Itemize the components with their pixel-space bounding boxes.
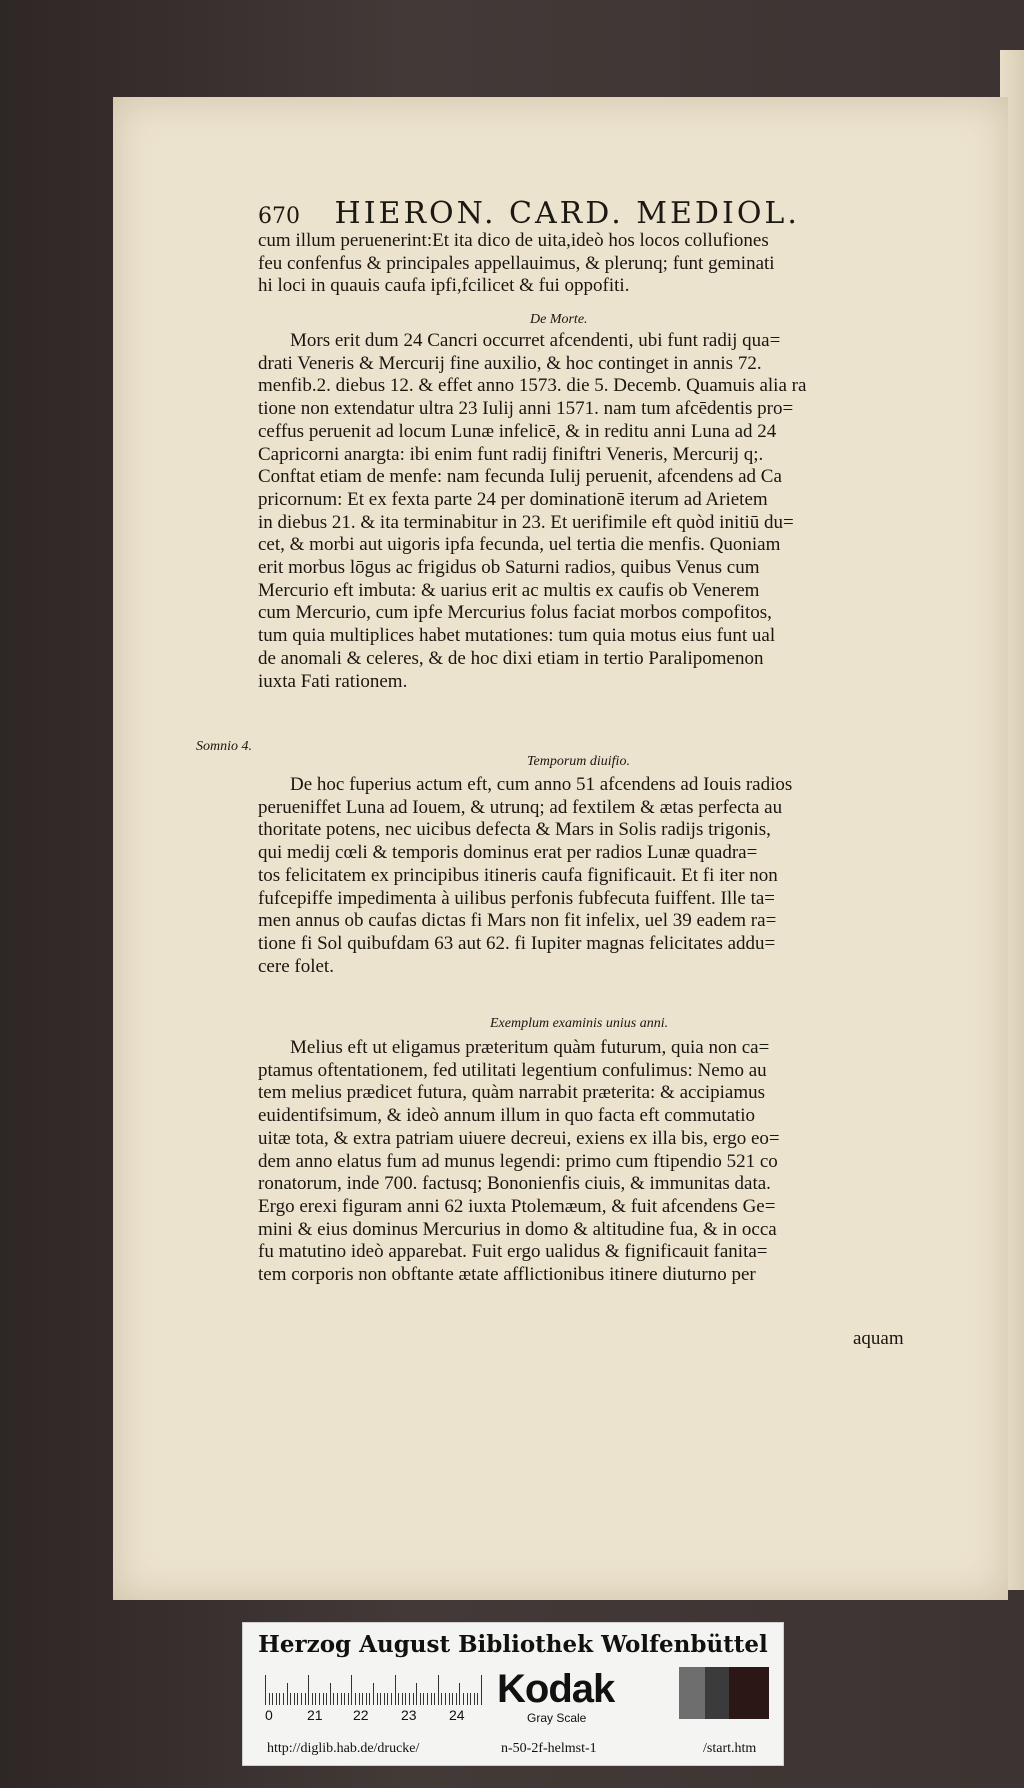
text-line: tem corporis non obftante ætate afflictionibus itinere diuturno per <box>258 1264 756 1286</box>
text-line: ptamus oftentationem, fed utilitati legentium confulimus: Nemo au <box>258 1059 767 1081</box>
ruler-number: 21 <box>307 1707 323 1723</box>
text-line: iuxta Fati rationem. <box>258 670 408 692</box>
text-line: mini & eius dominus Mercurius in domo & altitudine fua, & in occa <box>258 1218 777 1240</box>
ruler-tick <box>474 1693 475 1705</box>
ruler-tick <box>272 1693 273 1705</box>
text-line: De hoc fuperius actum eft, cum anno 51 afcendens ad Iouis radios <box>290 774 793 795</box>
ruler-tick <box>305 1693 306 1705</box>
text-block-3 <box>258 774 914 978</box>
gray-swatch <box>705 1667 729 1719</box>
ruler-tick <box>409 1693 410 1705</box>
gray-swatch <box>729 1667 769 1719</box>
url-part: n-50-2f-helmst-1 <box>501 1741 597 1756</box>
text-line: dem anno elatus fum ad munus legendi: primo cum ftipendio 521 co <box>258 1150 778 1172</box>
ruler-tick <box>377 1693 378 1705</box>
ruler-tick <box>427 1693 428 1705</box>
text-line: tem melius prædicet futura, quàm narrabit præterita: & accipiamus <box>258 1082 766 1104</box>
ruler-tick <box>434 1693 435 1705</box>
kodak-logo: Kodak <box>497 1667 615 1711</box>
ruler-tick <box>315 1693 316 1705</box>
ruler-tick <box>359 1693 360 1705</box>
ruler-tick <box>362 1693 363 1705</box>
ruler-tick <box>452 1693 453 1705</box>
ruler-tick <box>467 1693 468 1705</box>
ruler-tick <box>402 1693 403 1705</box>
ruler-tick <box>420 1693 421 1705</box>
text-line: cet, & morbi aut uigoris ipfa fecunda, uel tertia die menfis. Quoniam <box>258 534 781 556</box>
ruler-tick <box>387 1693 388 1705</box>
text-line: tum quia multiplices habet mutationes: tum quia motus eius funt ual <box>258 625 776 647</box>
ruler-tick <box>301 1693 302 1705</box>
url-part: /start.htm <box>703 1741 757 1756</box>
ruler-tick <box>431 1693 432 1705</box>
ruler-tick <box>438 1675 439 1705</box>
ruler-tick <box>294 1693 295 1705</box>
text-line: Capricorni anargta: ibi enim funt radij finiftri Veneris, Mercurij q;. <box>258 443 764 465</box>
running-title: HIERON. CARD. MEDIOL. <box>334 196 800 231</box>
ruler-tick <box>380 1693 381 1705</box>
calibration-card <box>242 1622 784 1766</box>
ruler-tick <box>323 1693 324 1705</box>
ruler-tick <box>337 1693 338 1705</box>
text-line: cum Mercurio, cum ipfe Mercurius folus faciat morbos compofitos, <box>258 602 772 624</box>
page-number: 670 <box>258 204 300 229</box>
ruler-tick <box>312 1693 313 1705</box>
ruler-tick <box>477 1693 478 1705</box>
text-line: pricornum: Et ex fexta parte 24 per dominationē iterum ad Arietem <box>258 488 768 510</box>
library-name: Herzog August Bibliothek Wolfenbüttel <box>258 1631 768 1658</box>
ruler-tick <box>283 1693 284 1705</box>
ruler-tick <box>459 1683 460 1705</box>
ruler-tick <box>445 1693 446 1705</box>
text-block-2 <box>258 330 914 693</box>
ruler-tick <box>395 1675 396 1705</box>
text-line: drati Veneris & Mercurij fine auxilio, & hoc continget in annis 72. <box>258 352 762 374</box>
ruler-number: 24 <box>449 1707 465 1723</box>
text-line: tos felicitatem ex principibus itineris caufa fignificauit. Et fi iter non <box>258 864 778 886</box>
ruler-tick <box>333 1693 334 1705</box>
ruler-tick <box>366 1693 367 1705</box>
section-heading-temporum: Temporum diuifio. <box>527 754 630 769</box>
ruler-tick <box>398 1693 399 1705</box>
ruler-tick <box>355 1693 356 1705</box>
ruler-tick <box>405 1693 406 1705</box>
gray-scale-label: Gray Scale <box>527 1711 587 1725</box>
text-line: de anomali & celeres, & de hoc dixi etiam in tertio Paralipomenon <box>258 647 764 669</box>
text-line: fu matutino ideò apparebat. Fuit ergo ualidus & fignificauit fanita= <box>258 1241 768 1263</box>
text-line: in diebus 21. & ita terminabitur in 23. Et uerifimile eft quòd initiū du= <box>258 511 794 533</box>
text-line: tione fi Sol quibufdam 63 aut 62. fi Iupiter magnas felicitates addu= <box>258 932 776 954</box>
ruler-tick <box>269 1693 270 1705</box>
text-line: Melius eft ut eligamus præteritum quàm futurum, quia non ca= <box>290 1037 770 1058</box>
catchword: aquam <box>853 1328 904 1349</box>
text-line: uitæ tota, & extra patriam uiuere decreui, exiens ex illa bis, ergo eo= <box>258 1127 780 1149</box>
ruler-number: 22 <box>353 1707 369 1723</box>
text-line: Mercurio eft imbuta: & uarius erit ac multis ex caufis ob Venerem <box>258 579 760 601</box>
running-header <box>258 196 818 231</box>
ruler-tick <box>351 1675 352 1705</box>
text-line: cum illum peruenerint:Et ita dico de uita,ideò hos locos collufiones <box>258 230 769 251</box>
text-line: euidentifsimum, & ideò annum illum in quo facta eft commutatio <box>258 1105 756 1127</box>
ruler-number: 0 <box>265 1707 273 1723</box>
ruler-tick <box>265 1675 266 1705</box>
ruler-tick <box>456 1693 457 1705</box>
ruler-tick <box>416 1683 417 1705</box>
ruler-tick <box>348 1693 349 1705</box>
ruler-tick <box>319 1693 320 1705</box>
ruler-tick <box>391 1693 392 1705</box>
ruler-tick <box>470 1693 471 1705</box>
gray-swatch <box>679 1667 705 1719</box>
text-line: ronatorum, inde 700. factusq; Bononienfis ciuis, & immunitas data. <box>258 1173 771 1195</box>
ruler-tick <box>441 1693 442 1705</box>
text-line: Conftat etiam de menfe: nam fecunda Iulij peruenit, afcendens ad Ca <box>258 466 782 488</box>
ruler-tick <box>481 1675 482 1705</box>
ruler-tick <box>413 1693 414 1705</box>
ruler-tick <box>330 1683 331 1705</box>
text-line: cere folet. <box>258 955 334 977</box>
ruler-tick <box>308 1675 309 1705</box>
ruler-tick <box>423 1693 424 1705</box>
ruler-tick <box>344 1693 345 1705</box>
ruler-tick <box>279 1693 280 1705</box>
ruler-tick <box>384 1693 385 1705</box>
ruler-tick <box>276 1693 277 1705</box>
text-line: tione non extendatur ultra 23 Iulij anni 1571. nam tum afcēdentis pro= <box>258 398 794 420</box>
ruler-number: 23 <box>401 1707 417 1723</box>
margin-note: Somnio 4. <box>196 739 252 754</box>
text-line: Mors erit dum 24 Cancri occurret afcendenti, ubi funt radij qua= <box>290 330 781 351</box>
ruler-tick <box>297 1693 298 1705</box>
ruler-tick <box>341 1693 342 1705</box>
ruler-tick <box>373 1683 374 1705</box>
text-line: fufcepiffe impedimenta à uilibus perfonis fubfecuta fuiffent. Ille ta= <box>258 887 776 909</box>
section-heading-exemplum: Exemplum examinis unius anni. <box>490 1016 669 1031</box>
section-heading-de-morte: De Morte. <box>530 312 588 327</box>
text-line: erit morbus lōgus ac frigidus ob Saturni radios, quibus Venus cum <box>258 557 760 579</box>
text-line: hi loci in quauis caufa ipfi,fcilicet & fui oppofiti. <box>258 275 630 297</box>
text-block-1 <box>258 230 914 298</box>
ruler-tick <box>287 1683 288 1705</box>
text-line: ceffus peruenit ad locum Lunæ infelicē, & in reditu anni Luna ad 24 <box>258 420 777 442</box>
ruler-tick <box>290 1693 291 1705</box>
ruler-scale <box>265 1671 485 1705</box>
ruler-tick <box>369 1693 370 1705</box>
ruler-tick <box>326 1693 327 1705</box>
text-line: perueniffet Luna ad Iouem, & utrunq; ad fextilem & ætas perfecta au <box>258 796 783 818</box>
text-line: qui medij cœli & temporis dominus erat per radios Lunæ quadra= <box>258 842 758 864</box>
text-line: men annus ob caufas dictas fi Mars non fit infelix, uel 39 eadem ra= <box>258 910 777 932</box>
text-block-4 <box>258 1037 914 1287</box>
text-line: feu confenfus & principales appellauimus, & plerunq; funt geminati <box>258 252 775 274</box>
url-part: http://diglib.hab.de/drucke/ <box>267 1741 420 1756</box>
ruler-tick <box>463 1693 464 1705</box>
text-line: thoritate potens, nec uicibus defecta & Mars in Solis radijs trigonis, <box>258 819 771 841</box>
ruler-tick <box>449 1693 450 1705</box>
text-line: menfib.2. diebus 12. & effet anno 1573. die 5. Decemb. Quamuis alia ra <box>258 375 807 397</box>
text-line: Ergo erexi figuram anni 62 iuxta Ptolemæum, & fuit afcendens Ge= <box>258 1195 776 1217</box>
